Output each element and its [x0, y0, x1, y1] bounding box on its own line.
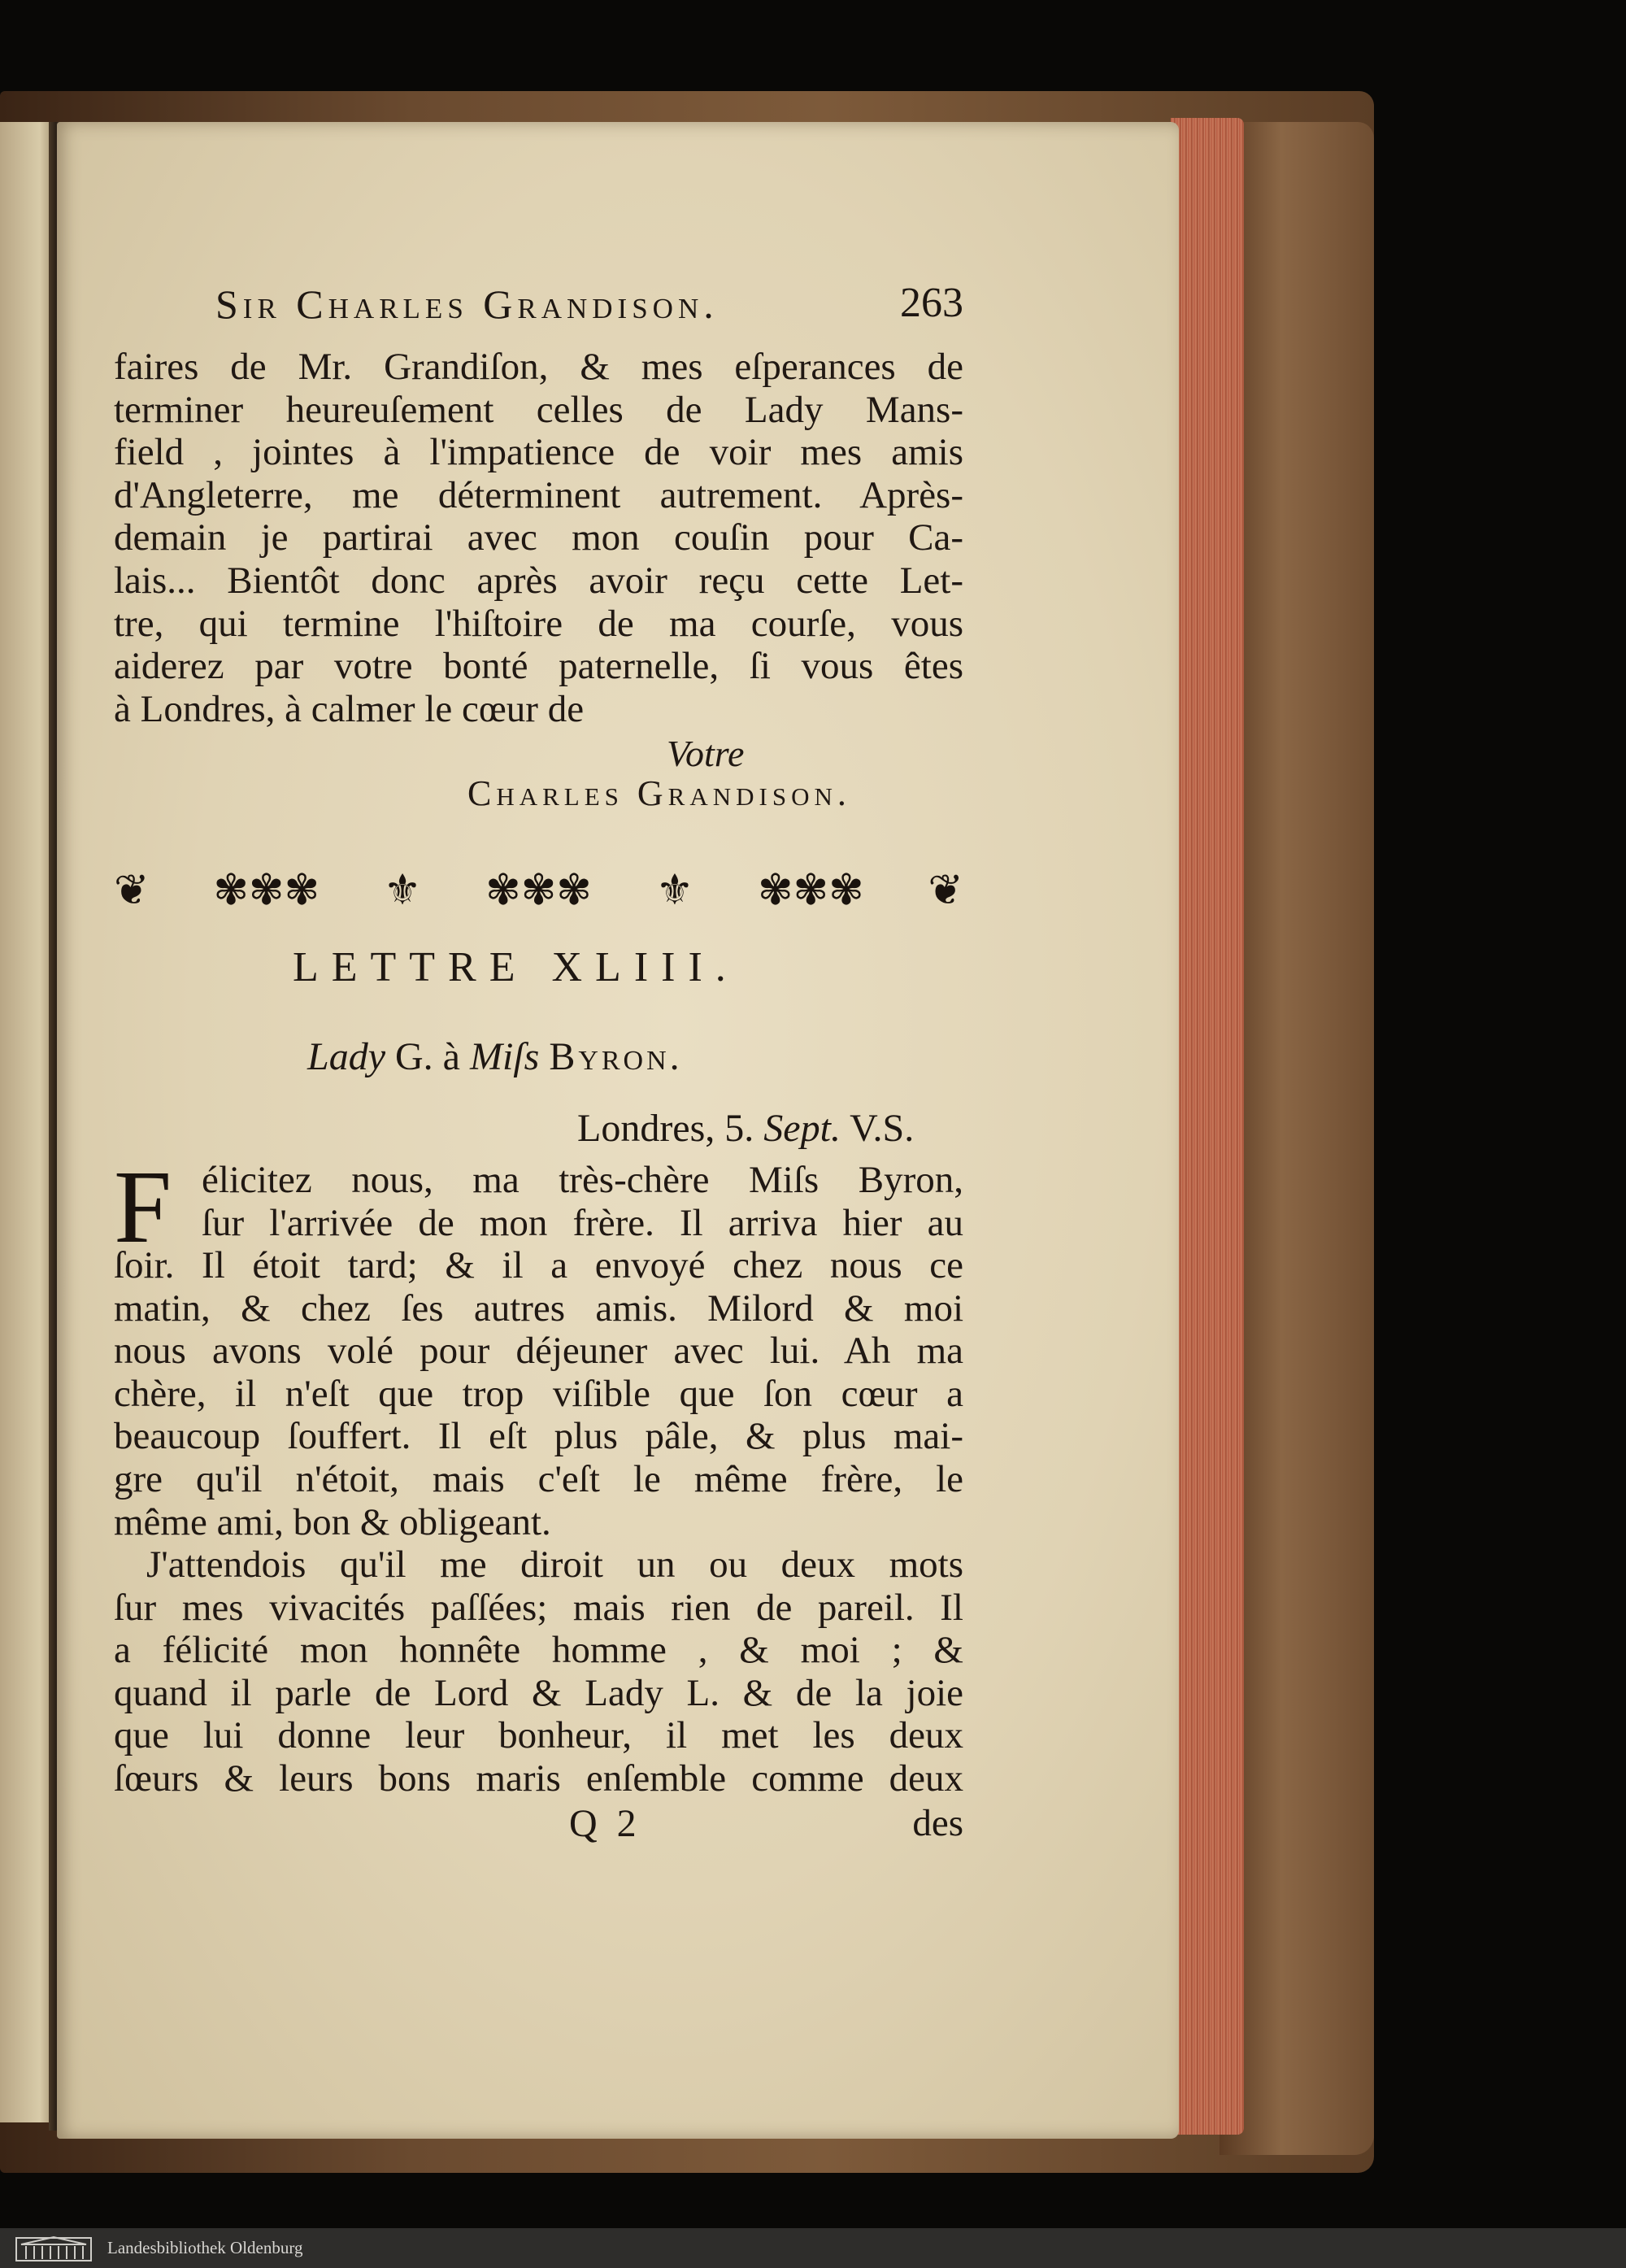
- letter-dateline: [577, 1106, 914, 1151]
- ornament-glyph: ⚜: [383, 866, 422, 915]
- text-line: ſœurs & leurs bons maris enſemble comme deux: [114, 1757, 963, 1800]
- letter-title: LETTRE XLIII.: [293, 944, 739, 990]
- addressee-miss: Miſs: [469, 1035, 540, 1078]
- text-line: faires de Mr. Grandiſon, & mes eſperances de: [114, 346, 963, 388]
- closing-votre: Votre: [667, 733, 745, 774]
- text-line: a félicité mon honnête homme , & moi ; &: [114, 1629, 963, 1672]
- ornament-divider: [114, 866, 963, 915]
- catchword: des: [912, 1802, 963, 1844]
- ornament-glyph: ⚜: [655, 866, 694, 915]
- addressee-lady: Lady: [307, 1035, 385, 1078]
- closing-signature: Charles Grandison.: [467, 773, 851, 813]
- text-line: beaucoup ſouffert. Il eſt plus pâle, & plus mai-: [114, 1415, 963, 1458]
- library-name: Landesbibliothek Oldenburg: [107, 2238, 303, 2257]
- addressee-byron: Byron.: [549, 1035, 683, 1078]
- text-line: aiderez par votre bonté paternelle, ſi vous êtes: [114, 645, 963, 688]
- text-line: gre qu'il n'étoit, mais c'eſt le même frère, le: [114, 1457, 963, 1500]
- running-head: [215, 281, 963, 329]
- page-footer: [569, 1801, 963, 1850]
- text-line: terminer heureuſement celles de Lady Mans-: [114, 388, 963, 431]
- text-line: ſur mes vivacités paſſées; mais rien de pareil. Il: [114, 1586, 963, 1629]
- ornament-glyph: ✾✾✾: [485, 866, 592, 915]
- text-line: lais... Bientôt donc après avoir reçu cette Let-: [114, 559, 963, 602]
- paragraph-2: [114, 1244, 963, 1543]
- library-building-icon: [15, 2235, 93, 2262]
- dateline-place: Londres, 5.: [577, 1107, 754, 1150]
- paragraph-2-indented: [202, 1159, 963, 1244]
- paragraph-1: [114, 346, 963, 730]
- text-line: ſoir. Il étoit tard; & il a envoyé chez nous ce: [114, 1244, 963, 1286]
- text-line: d'Angleterre, me déterminent autrement. Après-: [114, 473, 963, 516]
- text-line: élicitez nous, ma très-chère Miſs Byron,: [202, 1159, 963, 1201]
- drop-cap: F: [114, 1149, 172, 1265]
- text-line: chère, il n'eſt que trop viſible que ſon cœur a: [114, 1372, 963, 1415]
- text-line: J'attendois qu'il me diroit un ou deux mots: [146, 1543, 963, 1586]
- addressee-g: G. à: [395, 1035, 460, 1078]
- signature-mark: Q 2: [569, 1802, 641, 1845]
- ornament-glyph: ❦: [928, 866, 963, 915]
- text-line: que lui donne leur bonheur, il met les deux: [114, 1714, 963, 1757]
- dateline-month: Sept.: [763, 1107, 841, 1150]
- ornament-glyph: ✾✾✾: [757, 866, 864, 915]
- text-line: quand il parle de Lord & Lady L. & de la joie: [114, 1671, 963, 1714]
- page-number: 263: [900, 280, 963, 326]
- text-line: même ami, bon & obligeant.: [114, 1500, 551, 1543]
- text-line: field , jointes à l'impatience de voir mes amis: [114, 431, 963, 474]
- text-line: demain je partirai avec mon couſin pour Ca-: [114, 516, 963, 559]
- running-head-title: Sir Charles Grandison.: [215, 281, 719, 327]
- footer-bar: [0, 2228, 1626, 2268]
- text-line: nous avons volé pour déjeuner avec lui. Ah ma: [114, 1330, 963, 1373]
- ornament-glyph: ❦: [114, 866, 150, 915]
- paragraph-3: [114, 1543, 963, 1800]
- text-line: matin, & chez ſes autres amis. Milord & moi: [114, 1286, 963, 1330]
- text-line: ſur l'arrivée de mon frère. Il arriva hier au: [202, 1201, 963, 1244]
- ornament-glyph: ✾✾✾: [213, 866, 320, 915]
- text-line: à Londres, à calmer le cœur de: [114, 687, 585, 730]
- letter-addressee: [307, 1034, 683, 1079]
- page-block-edges: [1171, 118, 1244, 2135]
- text-line: tre, qui termine l'hiſtoire de ma courſe, vous: [114, 602, 963, 645]
- dateline-style: V.S.: [850, 1107, 915, 1150]
